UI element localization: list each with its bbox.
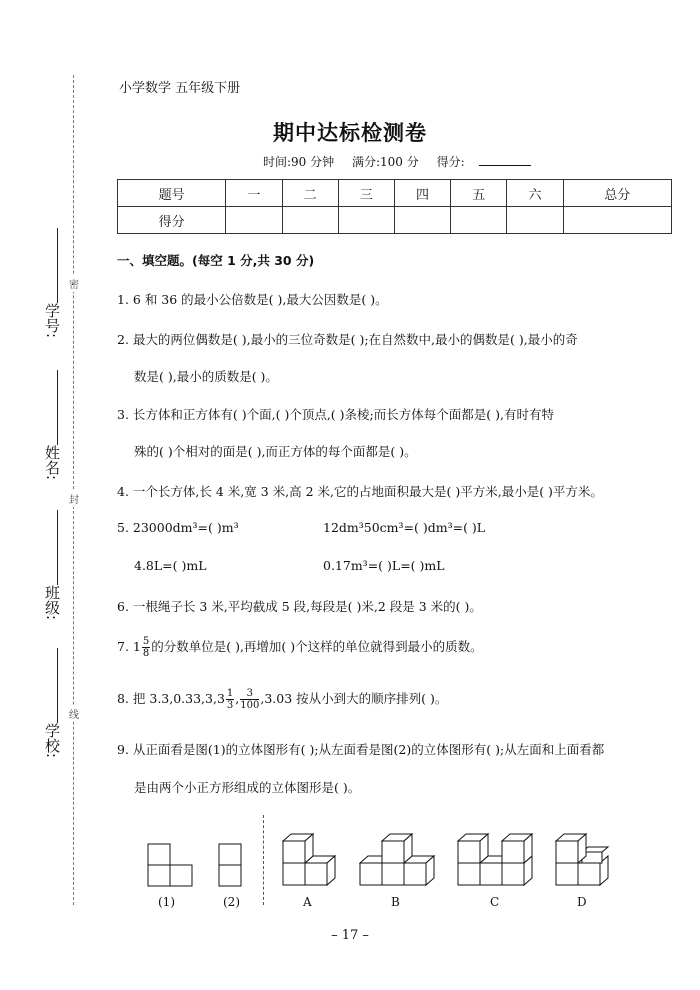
question-2-line1: 2. 最大的两位偶数是( ),最小的三位奇数是( );在自然数中,最小的偶数是( ),最小的奇 (117, 332, 578, 347)
field-line-class (57, 510, 58, 585)
question-3-line2: 殊的( )个相对的面是( ),而正方体的每个面都是( )。 (134, 444, 417, 459)
q8-fraction-1: $\frac{1}{3}$ (226, 688, 234, 711)
score-label: 得分: (436, 155, 465, 169)
q8-text: ,3.03 按从小到大的顺序排列( )。 (260, 691, 448, 706)
figure-label-C: C (490, 895, 500, 909)
time-info: 时间:90 分钟 (263, 155, 335, 169)
field-label-class: 班级: (43, 585, 61, 621)
q7-text: 的分数单位是( ),再增加( )个这样的单位就得到最小的质数。 (151, 639, 483, 654)
figure-A-cubes (282, 832, 342, 888)
section-heading: 一、填空题。(每空 1 分,共 30 分) (117, 253, 315, 268)
q8-fraction-2: $\frac{3}{100}$ (240, 688, 260, 711)
table-header-cell: 总分 (563, 180, 671, 207)
question-2-line2: 数是( ),最小的质数是( )。 (134, 369, 278, 384)
q8-prefix: 8. 把 3.3,0.33,3,3 (117, 691, 225, 706)
figure-label-A: A (303, 895, 312, 909)
question-9-line1: 9. 从正面看是图(1)的立体图形有( );从左面看是图(2)的立体图形有( );从左面和上面看都 (117, 742, 605, 757)
score-cell[interactable] (338, 207, 394, 234)
table-header-cell: 一 (226, 180, 282, 207)
q7-prefix: 7. 1 (117, 639, 141, 654)
figure-label-2: (2) (223, 895, 240, 909)
field-line-student-id (57, 228, 58, 303)
question-6: 6. 一根绳子长 3 米,平均截成 5 段,每段是( )米,2 段是 3 米的( )。 (117, 599, 482, 614)
table-header-cell: 题号 (118, 180, 226, 207)
score-table (117, 179, 672, 234)
question-5c: 4.8L=( )mL (134, 558, 207, 573)
page-title: 期中达标检测卷 (273, 121, 427, 145)
figure-label-D: D (577, 895, 587, 909)
question-5b: 12dm³50cm³=( )dm³=( )L (323, 520, 486, 535)
figure-label-B: B (391, 895, 400, 909)
score-cell[interactable] (282, 207, 338, 234)
seal-char-mi: 密 (69, 275, 79, 292)
question-1: 1. 6 和 36 的最小公倍数是( ),最大公因数是( )。 (117, 292, 388, 307)
figure-label-1: (1) (158, 895, 175, 909)
field-line-school (57, 648, 58, 723)
field-line-name (57, 370, 58, 445)
full-score-info: 满分:100 分 (351, 155, 419, 169)
question-5d: 0.17m³=( )L=( )mL (323, 558, 445, 573)
score-cell[interactable] (394, 207, 450, 234)
field-label-student-id: 学号: (43, 303, 61, 339)
score-table-row (118, 207, 672, 234)
table-header-cell: 四 (394, 180, 450, 207)
score-table-header-row (118, 180, 672, 207)
figure-divider (263, 815, 264, 905)
score-cell[interactable] (226, 207, 282, 234)
table-header-cell: 三 (338, 180, 394, 207)
field-label-name: 姓名: (43, 445, 61, 481)
score-blank[interactable] (479, 165, 531, 166)
table-header-cell: 六 (507, 180, 563, 207)
table-header-cell: 五 (451, 180, 507, 207)
field-label-school: 学校: (43, 723, 61, 759)
question-4: 4. 一个长方体,长 4 米,宽 3 米,高 2 米,它的占地面积最大是( )平方米,最小是( )平方米。 (117, 484, 603, 499)
q7-fraction: $\frac{5}{8}$ (142, 636, 150, 659)
score-cell[interactable] (563, 207, 671, 234)
table-header-cell: 二 (282, 180, 338, 207)
figure-1-front-view (147, 843, 197, 888)
figure-D-cubes (555, 832, 615, 888)
score-cell[interactable] (507, 207, 563, 234)
question-7 (117, 636, 483, 659)
score-cell[interactable] (451, 207, 507, 234)
seal-char-feng: 封 (69, 490, 79, 507)
score-row-label: 得分 (118, 207, 226, 234)
figure-C-cubes (457, 832, 537, 888)
question-8: 8. 把 3.3,0.33,3,3 $\frac{1}{3}$ , $\frac{3}{100}$ ,3.03 按从小到大的顺序排列( )。 (117, 688, 448, 711)
seal-char-xian: 线 (69, 705, 79, 722)
series-label: 小学数学 五年级下册 (119, 81, 241, 96)
question-3-line1: 3. 长方体和正方体有( )个面,( )个顶点,( )条棱;而长方体每个面都是( ),有时有特 (117, 407, 554, 422)
exam-meta (263, 153, 545, 170)
question-9-line2: 是由两个小正方形组成的立体图形是( )。 (134, 780, 361, 795)
figure-B-cubes (359, 832, 439, 888)
question-5a: 5. 23000dm³=( )m³ (117, 520, 239, 535)
figure-2-left-view (218, 843, 246, 888)
page-number: – 17 – (331, 928, 369, 943)
